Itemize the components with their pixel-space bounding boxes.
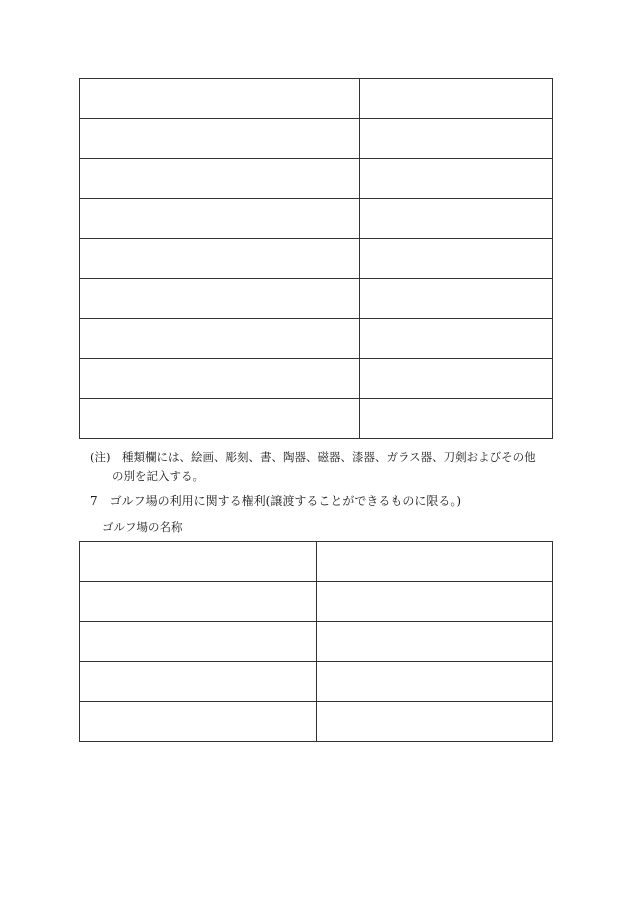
table-cell: [317, 582, 553, 622]
golf-rights-table: [79, 541, 553, 742]
table-cell: [360, 239, 553, 279]
table-cell: [317, 542, 553, 582]
table-row: [80, 399, 553, 439]
table-row: [80, 359, 553, 399]
golf-course-name-label: ゴルフ場の名称: [102, 520, 183, 534]
table-row: [80, 702, 553, 742]
table-cell: [80, 79, 360, 119]
table-cell: [317, 702, 553, 742]
art-items-table-body: [80, 79, 553, 439]
table-cell: [80, 622, 317, 662]
table-row: [80, 199, 553, 239]
table-cell: [80, 159, 360, 199]
table-cell: [80, 582, 317, 622]
table-cell: [80, 319, 360, 359]
table-cell: [80, 359, 360, 399]
table-cell: [80, 702, 317, 742]
note-line-2: の別を記入する。: [112, 469, 204, 483]
table-row: [80, 319, 553, 359]
table-cell: [80, 662, 317, 702]
table-cell: [360, 199, 553, 239]
section-7-heading: 7 ゴルフ場の利用に関する権利(譲渡することができるものに限る。): [90, 494, 462, 508]
table-cell: [80, 279, 360, 319]
table-cell: [360, 319, 553, 359]
note-line-1: (注) 種類欄には、絵画、彫刻、書、陶器、磁器、漆器、ガラス器、刀剣およびその他: [90, 450, 536, 464]
table-row: [80, 662, 553, 702]
table-cell: [360, 159, 553, 199]
table-cell: [360, 359, 553, 399]
table-row: [80, 119, 553, 159]
table-row: [80, 279, 553, 319]
table-cell: [360, 79, 553, 119]
art-items-table: [79, 78, 553, 439]
table-cell: [80, 199, 360, 239]
table-row: [80, 239, 553, 279]
table-cell: [360, 119, 553, 159]
note: [90, 448, 560, 486]
table-row: [80, 542, 553, 582]
table-cell: [317, 662, 553, 702]
golf-rights-table-body: [80, 542, 553, 742]
table-row: [80, 622, 553, 662]
table-cell: [360, 279, 553, 319]
table-cell: [80, 119, 360, 159]
table-row: [80, 582, 553, 622]
table-row: [80, 159, 553, 199]
table-cell: [80, 399, 360, 439]
table-cell: [317, 622, 553, 662]
table-cell: [360, 399, 553, 439]
table-row: [80, 79, 553, 119]
table-cell: [80, 239, 360, 279]
table-cell: [80, 542, 317, 582]
